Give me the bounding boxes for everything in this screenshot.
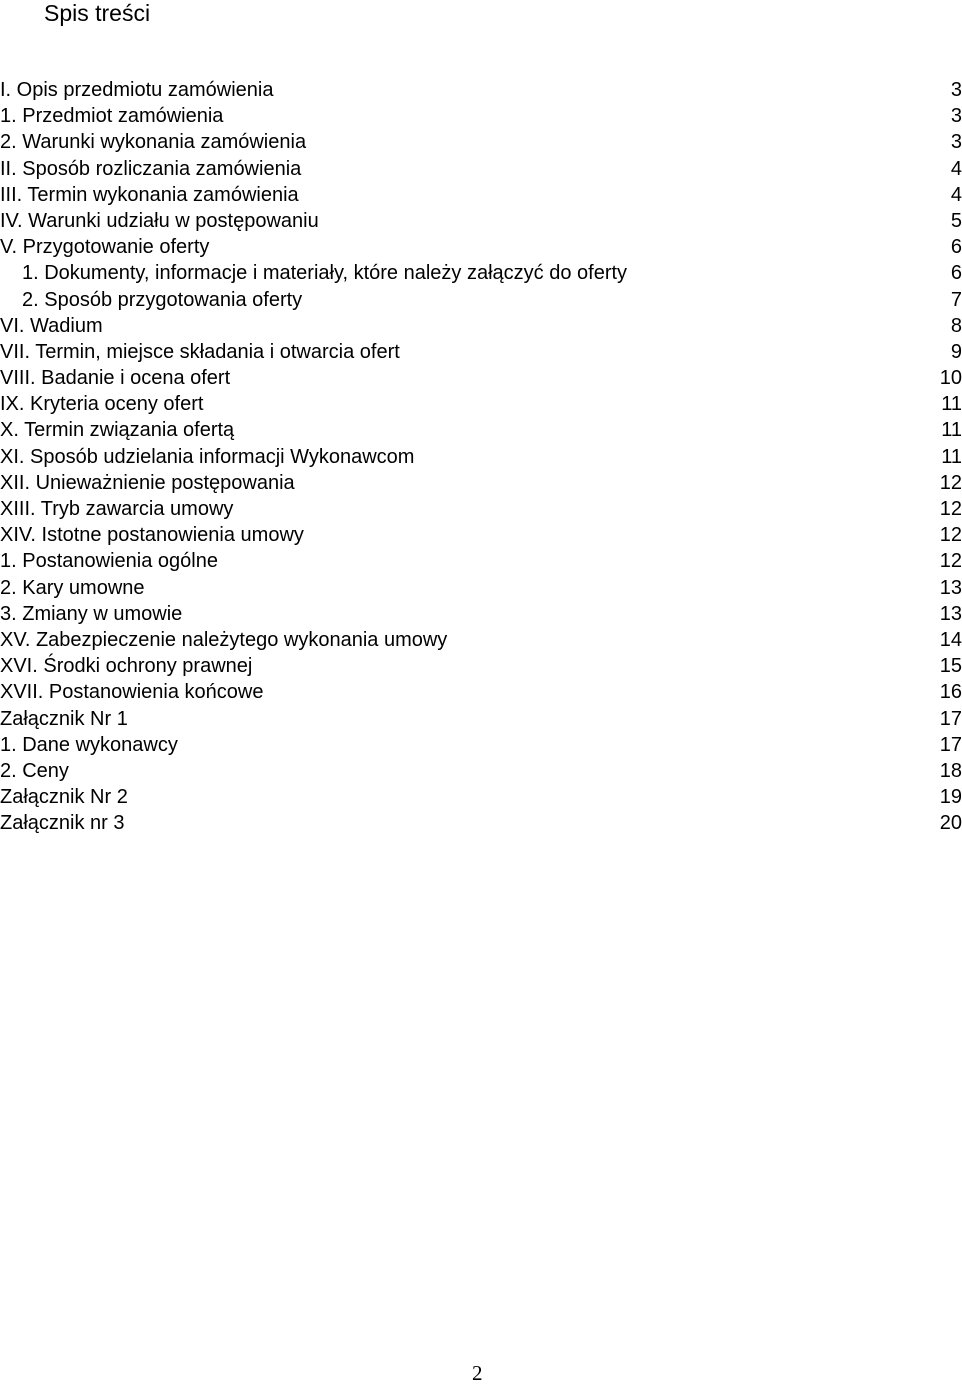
toc-entry-label: XVI. Środki ochrony prawnej (0, 655, 253, 678)
toc-entry-label: II. Sposób rozliczania zamówienia (0, 157, 302, 180)
toc-entry-page-number: 13 (939, 576, 962, 599)
toc-entry[interactable] (0, 679, 962, 705)
toc-entry[interactable] (0, 470, 962, 496)
toc-entry-page-number: 10 (939, 367, 962, 390)
toc-entry-page-number: 3 (950, 79, 962, 101)
toc-entry[interactable] (0, 601, 962, 627)
toc-entry-label: 2. Warunki wykonania zamówienia (0, 131, 307, 154)
toc-entry-page-number: 8 (950, 314, 962, 337)
toc-entry[interactable] (0, 129, 962, 155)
toc-entry-page-number: 7 (950, 288, 962, 311)
toc-entry-label: Załącznik nr 3 (0, 812, 125, 835)
toc-entry[interactable] (0, 575, 962, 601)
toc-entry[interactable] (0, 182, 962, 208)
toc-entry-label: 1. Dane wykonawcy (0, 733, 178, 756)
page-number: 2 (472, 1361, 483, 1385)
toc-entry-page-number: 11 (941, 445, 962, 468)
toc-entry[interactable] (0, 234, 962, 260)
toc-entry-label: XIV. Istotne postanowienia umowy (0, 524, 304, 547)
toc-entry-page-number: 11 (941, 419, 962, 442)
toc-entry-page-number: 4 (950, 157, 962, 180)
toc-entry-page-number: 16 (939, 681, 962, 704)
toc-entry-label: 1. Dokumenty, informacje i materiały, które należy załączyć do oferty (22, 262, 628, 285)
toc-entry-page-number: 3 (950, 105, 962, 128)
toc-entry[interactable] (0, 339, 962, 365)
toc-entry[interactable] (0, 810, 962, 836)
toc-entry[interactable] (0, 365, 962, 391)
toc-entry[interactable] (0, 522, 962, 548)
page-title: Spis treści (44, 0, 151, 26)
toc-entry[interactable] (0, 77, 962, 103)
toc-entry-label: 1. Przedmiot zamówienia (0, 105, 224, 128)
toc-entry-page-number: 5 (950, 209, 962, 232)
toc-entry-page-number: 17 (939, 707, 962, 730)
toc-entry-label: XI. Sposób udzielania informacji Wykonawcom (0, 445, 415, 468)
toc-entry-page-number: 12 (939, 524, 962, 547)
toc-entry[interactable] (0, 784, 962, 810)
table-of-contents (0, 77, 962, 836)
toc-entry-page-number: 13 (939, 602, 962, 625)
toc-entry-page-number: 12 (939, 471, 962, 494)
toc-entry-label: Załącznik Nr 2 (0, 786, 128, 809)
toc-entry-page-number: 12 (939, 550, 962, 573)
toc-entry-label: IV. Warunki udziału w postępowaniu (0, 209, 319, 232)
toc-entry-page-number: 4 (950, 183, 962, 206)
toc-entry-page-number: 6 (950, 262, 962, 285)
toc-entry-label: 1. Postanowienia ogólne (0, 550, 218, 573)
toc-entry-label: I. Opis przedmiotu zamówienia (0, 79, 274, 101)
toc-entry-label: 2. Ceny (0, 759, 69, 782)
toc-entry-label: IX. Kryteria oceny ofert (0, 393, 204, 416)
toc-entry[interactable] (0, 417, 962, 443)
toc-entry[interactable] (0, 208, 962, 234)
toc-entry-label: XIII. Tryb zawarcia umowy (0, 498, 234, 520)
toc-entry-page-number: 3 (950, 131, 962, 154)
toc-entry-page-number: 6 (950, 236, 962, 259)
toc-entry-label: 2. Sposób przygotowania oferty (22, 288, 303, 311)
toc-entry-label: XVII. Postanowienia końcowe (0, 681, 264, 704)
toc-entry-page-number: 18 (939, 759, 962, 782)
toc-entry[interactable] (0, 156, 962, 182)
toc-entry-label: VIII. Badanie i ocena ofert (0, 367, 231, 390)
toc-entry-label: XII. Unieważnienie postępowania (0, 471, 295, 494)
toc-entry-page-number: 9 (950, 340, 962, 363)
toc-entry[interactable] (0, 287, 962, 313)
toc-entry-label: V. Przygotowanie oferty (0, 236, 210, 259)
toc-entry-page-number: 14 (939, 628, 962, 651)
toc-entry[interactable] (0, 103, 962, 129)
toc-entry-label: Załącznik Nr 1 (0, 707, 128, 730)
toc-entry[interactable] (0, 313, 962, 339)
toc-entry[interactable] (0, 548, 962, 574)
toc-entry-page-number: 12 (939, 498, 962, 520)
toc-entry-page-number: 15 (939, 655, 962, 678)
toc-entry-label: 2. Kary umowne (0, 576, 145, 599)
toc-entry[interactable] (0, 391, 962, 417)
toc-entry[interactable] (0, 758, 962, 784)
toc-entry-label: XV. Zabezpieczenie należytego wykonania umowy (0, 628, 448, 651)
toc-entry-page-number: 11 (941, 393, 962, 416)
toc-entry-page-number: 17 (939, 733, 962, 756)
toc-entry[interactable] (0, 444, 962, 470)
toc-entry[interactable] (0, 732, 962, 758)
toc-entry-label: VI. Wadium (0, 314, 103, 337)
toc-entry[interactable] (0, 496, 962, 522)
toc-entry[interactable] (0, 653, 962, 679)
toc-entry[interactable] (0, 706, 962, 732)
toc-entry[interactable] (0, 260, 962, 286)
toc-entry[interactable] (0, 627, 962, 653)
toc-entry-page-number: 20 (939, 812, 962, 835)
toc-entry-label: 3. Zmiany w umowie (0, 602, 183, 625)
toc-entry-label: VII. Termin, miejsce składania i otwarcia ofert (0, 340, 400, 363)
toc-entry-label: III. Termin wykonania zamówienia (0, 183, 299, 206)
toc-entry-label: X. Termin związania ofertą (0, 419, 235, 442)
toc-entry-page-number: 19 (939, 786, 962, 809)
